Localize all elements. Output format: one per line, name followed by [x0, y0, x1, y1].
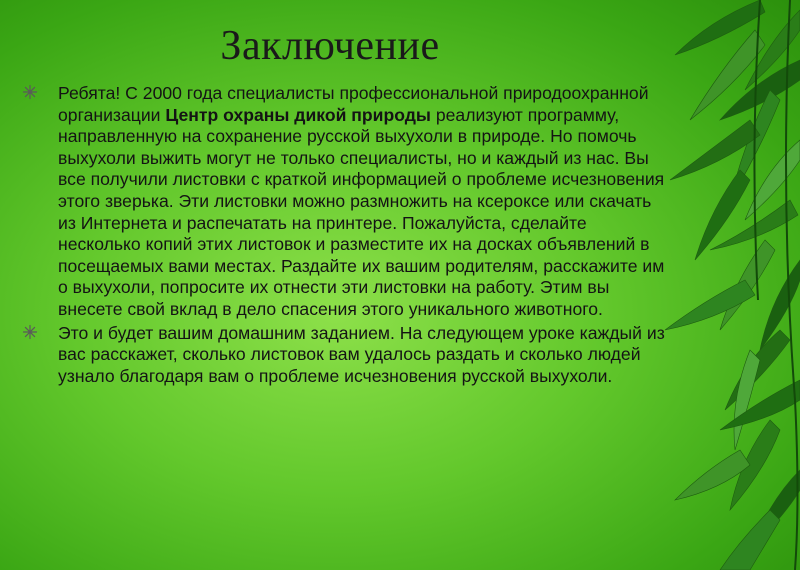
- star-bullet-icon: [22, 84, 38, 100]
- paragraph-1-text-end: реализуют программу, направленную на сохранение русской выхухоли в природе. Но помочь выхухоли выжить могут не только специалисты, но и каждый из нас. Вы все получили листовки с краткой информацией о проблеме исчезновения этого зверька. Эти листовки можно размножить на ксероксе или скачать из Интернета и распечатать на принтере. Пожалуйста, сделайте несколько копий этих листовок и разместите их на досках объявлений в посещаемых вами местах. Раздайте их вашим родителям, расскажите им о выхухоли, попросите их отнести эти листовки на работу. Этим вы внесете свой вклад в дело спасения этого уникального животного.: [58, 104, 665, 319]
- star-bullet-icon: [22, 324, 38, 340]
- organization-name: Центр охраны дикой природы: [165, 104, 431, 125]
- paragraph-2-text: Это и будет вашим домашним заданием. На следующем уроке каждый из вас расскажет, сколько листовок вам удалось раздать и сколько людей узнало благодаря вам о проблеме исчезновения русской выхухоли.: [58, 322, 665, 386]
- paragraph-1-text-start: Ребята! С 2000 года специалисты профессиональной природоохранной организации: [58, 83, 649, 125]
- slide-title: Заключение: [220, 23, 440, 69]
- slide-body: [22, 83, 672, 389]
- paragraph-2: [22, 323, 672, 388]
- paragraph-1: [22, 83, 672, 321]
- bamboo-leaves-image: [650, 0, 800, 570]
